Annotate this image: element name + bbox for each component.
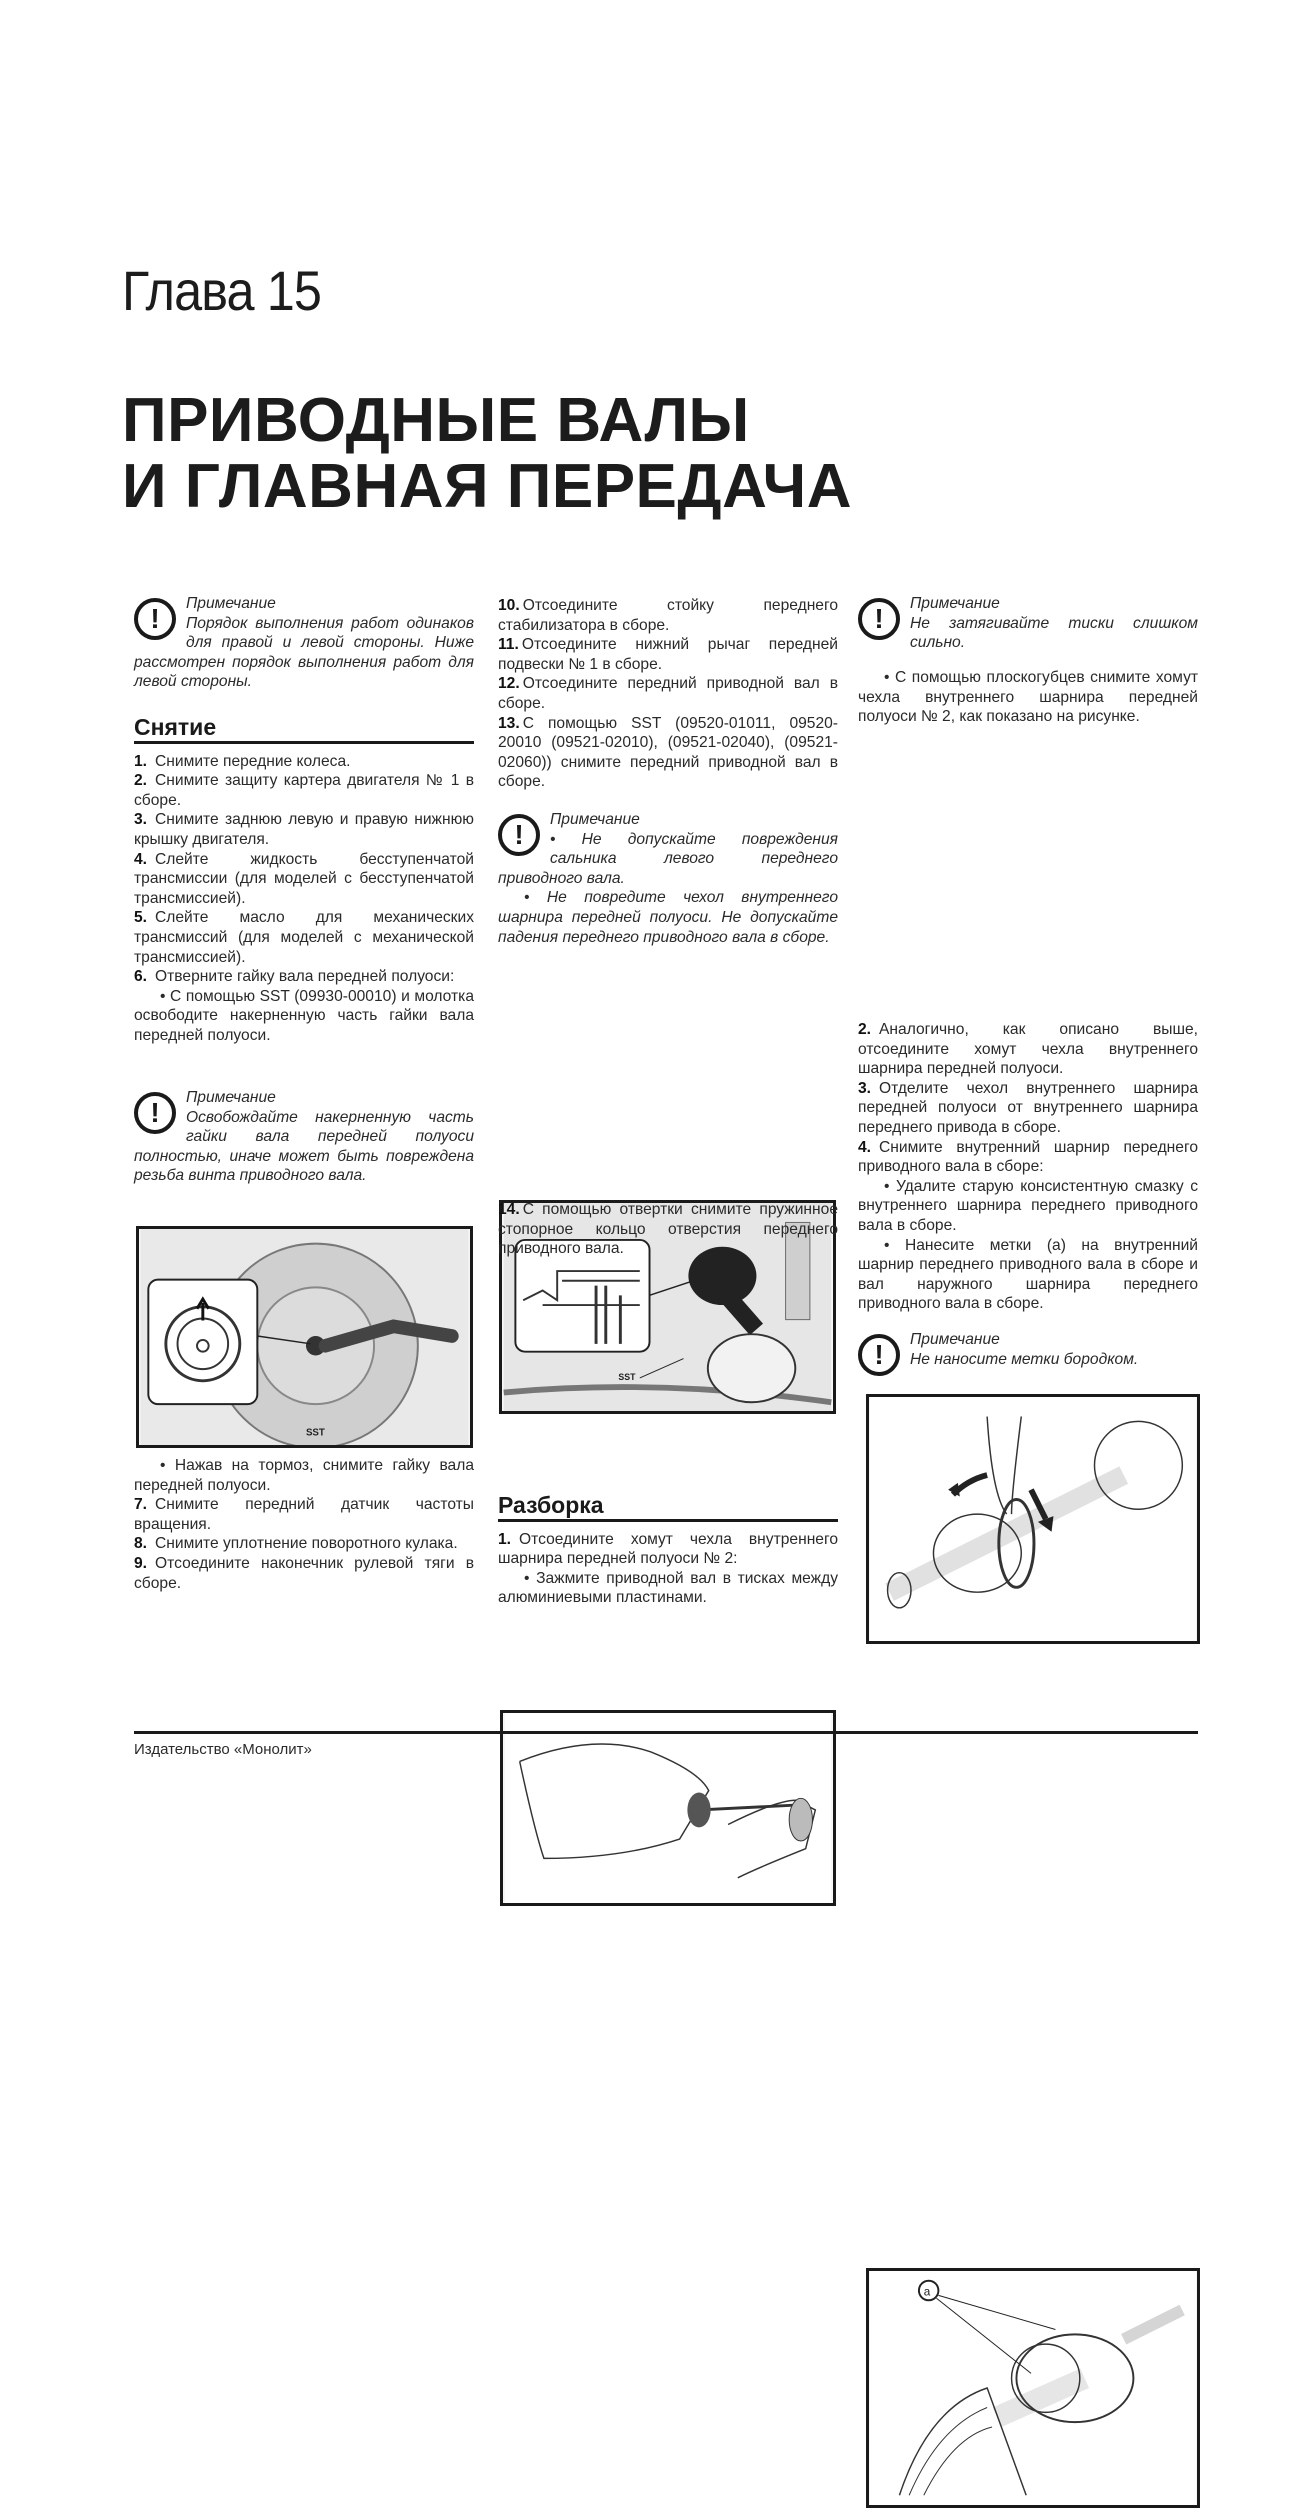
column-3-steps — [858, 1020, 1198, 1314]
note-text: Порядок выполнения работ одинаков для правой и левой стороны. Ниже рассмотрен порядок выполнения работ для левой стороны. — [134, 614, 474, 691]
svg-text:SST: SST — [618, 1371, 636, 1382]
step-item: 4. Слейте жидкость бесступенчатой трансмиссии (для моделей с бесступенчатой трансмиссией). — [134, 850, 474, 907]
svg-text:a: a — [923, 2285, 931, 2299]
note-block — [858, 594, 1198, 653]
note-block — [134, 594, 474, 692]
step-item: 3. Снимите заднюю левую и правую нижнюю крышку двигателя. — [134, 811, 474, 848]
bullet-item: • Нажав на тормоз, снимите гайку вала передней полуоси. — [134, 1457, 474, 1494]
step-item: 2. Снимите защиту картера двигателя № 1 в сборе. — [134, 772, 474, 809]
boot-clamp-illustration — [869, 1397, 1197, 1641]
chapter-label: Глава 15 — [122, 259, 322, 322]
column-3-note-2 — [858, 1330, 1198, 1376]
note-label: Примечание — [186, 1089, 276, 1106]
section-heading: Снятие — [134, 718, 474, 744]
chapter-title-line-1: ПРИВОДНЫЕ ВАЛЫ — [122, 386, 750, 455]
column-1-after-figure — [134, 1456, 474, 1593]
column-2-steps — [498, 596, 838, 792]
note-block — [498, 810, 838, 947]
column-3-bullet-1 — [858, 668, 1198, 727]
bullet-item: • Зажмите приводной вал в тисках между алюминиевыми пластинами. — [498, 1569, 838, 1607]
exclamation-circle-icon: ! — [134, 598, 176, 640]
note-label: Примечание — [186, 595, 276, 612]
note-text: Освобождайте накерненную часть гайки вала передней полуоси полностью, иначе может быть повреждена резьба винта приводного вала. — [134, 1108, 474, 1185]
note-block — [134, 1088, 474, 1186]
exclamation-circle-icon: ! — [858, 598, 900, 640]
step-item: 6. Отверните гайку вала передней полуоси: — [134, 968, 455, 986]
bullet-item: • Нанесите метки (а) на внутренний шарнир переднего приводного вала в сборе и вал наружного шарнира переднего приводного вала в сборе. — [858, 1236, 1198, 1313]
column-1 — [134, 594, 474, 692]
exclamation-circle-icon: ! — [858, 1334, 900, 1376]
snap-ring-illustration — [503, 1713, 833, 1903]
step-item: 1. Отсоедините хомут чехла внутреннего шарнира передней полуоси № 2: — [498, 1530, 838, 1568]
note-block — [858, 1330, 1198, 1369]
step-item: 13. С помощью SST (09520-01011, 09520-20010 (09521-02010), (09521-02040), (09521-02060)) снимите передний приводной вал в сборе. — [498, 714, 838, 791]
step-item: 11. Отсоедините нижний рычаг передней подвески № 1 в сборе. — [498, 636, 838, 673]
step-item: 5. Слейте масло для механических трансмиссий (для моделей с механической трансмиссией). — [134, 909, 474, 966]
bullet-item: • С помощью SST (09930-00010) и молотка освободите накерненную часть гайки вала передней полуоси. — [134, 987, 474, 1044]
step-item: 10. Отсоедините стойку переднего стабилизатора в сборе. — [498, 597, 838, 634]
hub-nut-illustration — [139, 1229, 470, 1445]
chapter-title — [122, 388, 852, 520]
column-2-note — [498, 810, 838, 947]
column-2-step-14 — [498, 1200, 838, 1259]
note-label: Примечание — [910, 1331, 1000, 1348]
step-item: 9. Отсоедините наконечник рулевой тяги в сборе. — [134, 1554, 474, 1592]
section-heading: Разборка — [498, 1496, 838, 1522]
column-3-note-1 — [858, 594, 1198, 653]
note-label: Примечание — [910, 595, 1000, 612]
footer-rule — [134, 1731, 1198, 1734]
step-item: 3. Отделите чехол внутреннего шарнира передней полуоси от внутреннего шарнира переднего привода в сборе. — [858, 1079, 1198, 1136]
publisher-footer: Издательство «Монолит» — [134, 1741, 312, 1758]
exclamation-circle-icon: ! — [498, 814, 540, 856]
bullet-item: • С помощью плоскогубцев снимите хомут чехла внутреннего шарнира передней полуоси № 2, как показано на рисунке. — [858, 669, 1199, 726]
step-item: 7. Снимите передний датчик частоты вращения. — [134, 1496, 474, 1533]
note-text: Не наносите метки бородком. — [910, 1350, 1139, 1368]
step-item: 4. Снимите внутренний шарнир переднего приводного вала в сборе: — [858, 1138, 1198, 1176]
step-item: 1. Снимите передние колеса. — [134, 752, 351, 770]
figure-hub-nut — [136, 1226, 473, 1448]
svg-text:SST: SST — [305, 1427, 325, 1439]
section-removal — [134, 714, 474, 1046]
inner-joint-illustration — [869, 2271, 1197, 2505]
step-item: 14. С помощью отвертки снимите пружинное стопорное кольцо отверстия переднего приводного вала. — [498, 1201, 838, 1258]
figure-boot-clamp — [866, 1394, 1200, 1644]
note-bullet: • Не допускайте повреждения сальника левого переднего приводного вала. — [498, 830, 839, 887]
figure-snap-ring — [500, 1710, 836, 1906]
step-item: 12. Отсоедините передний приводной вал в сборе. — [498, 675, 838, 712]
chapter-title-line-2: И ГЛАВНАЯ ПЕРЕДАЧА — [122, 452, 852, 521]
note-label: Примечание — [550, 811, 640, 828]
column-1-note-2 — [134, 1088, 474, 1186]
step-item: 2. Аналогично, как описано выше, отсоедините хомут чехла внутреннего шарнира передней полуоси. — [858, 1021, 1198, 1078]
note-text: Не затягивайте тиски слишком сильно. — [910, 614, 1198, 652]
section-disassembly — [498, 1492, 838, 1608]
bullet-item: • Удалите старую консистентную смазку с внутреннего шарнира переднего приводного вала в сборе. — [858, 1177, 1198, 1234]
figure-inner-joint-marks — [866, 2268, 1200, 2508]
step-item: 8. Снимите уплотнение поворотного кулака. — [134, 1535, 458, 1553]
exclamation-circle-icon: ! — [134, 1092, 176, 1134]
note-bullet: • Не повредите чехол внутреннего шарнира передней полуоси. Не допускайте падения переднего приводного вала в сборе. — [498, 889, 838, 946]
